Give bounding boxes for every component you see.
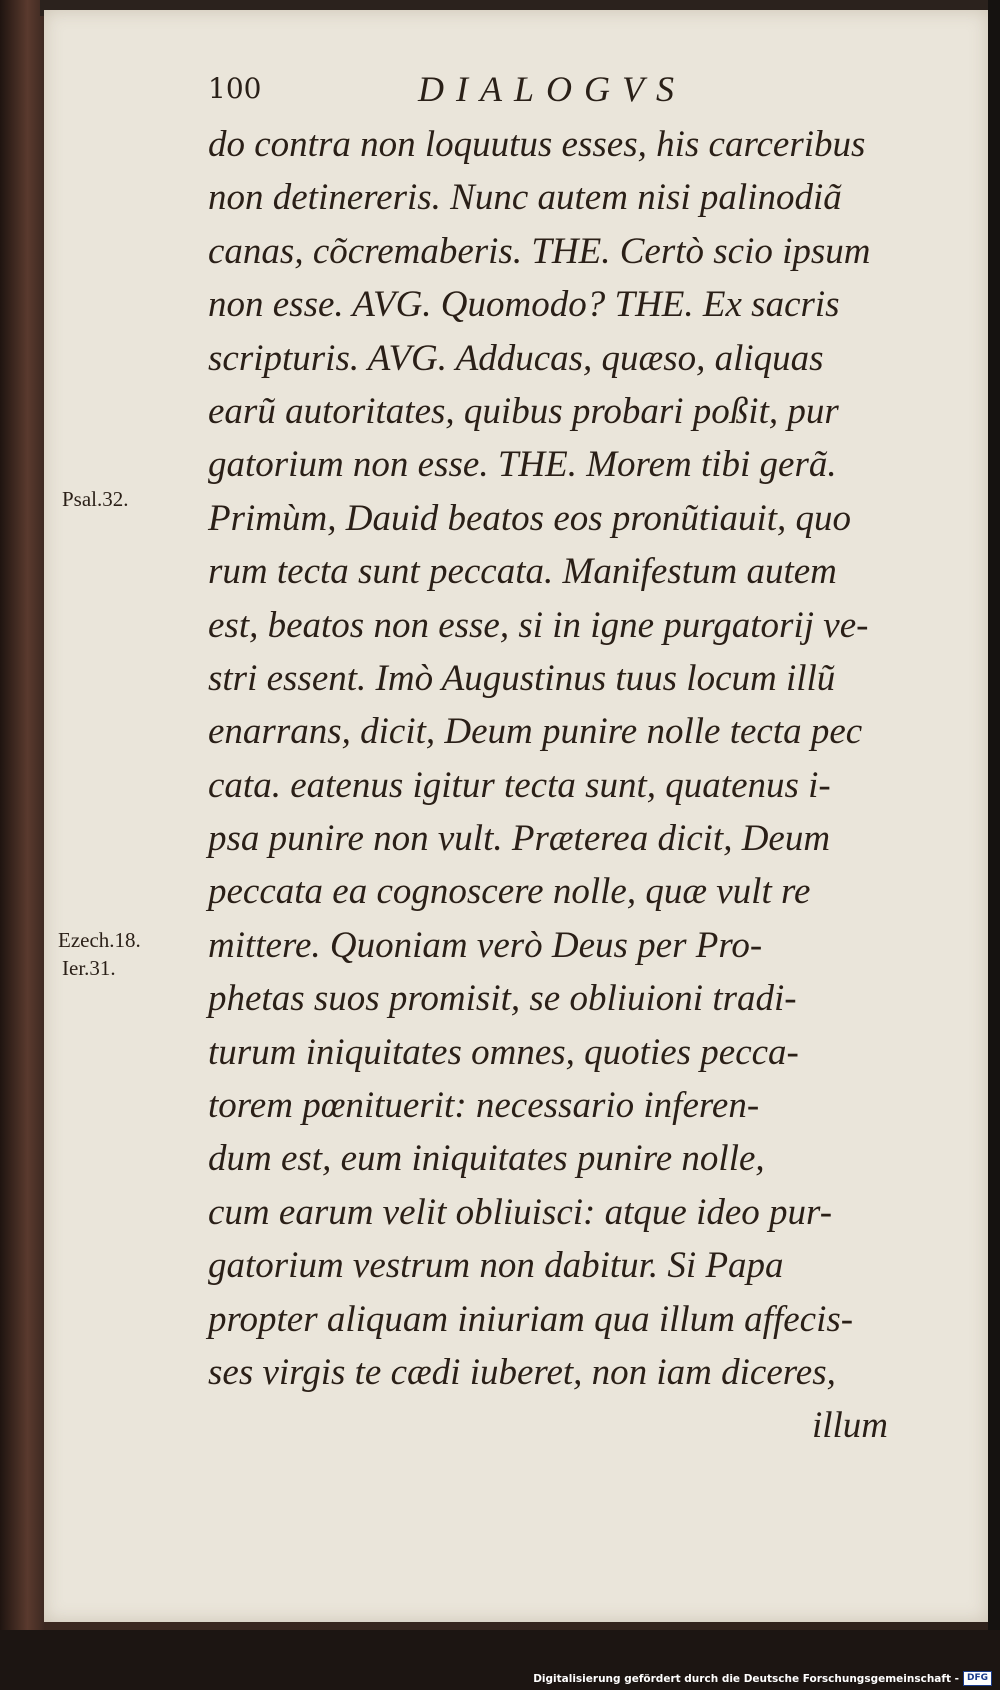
book-right-edge [988,0,1000,1690]
margin-note-psalm: Psal.32. [62,487,129,511]
text-line: do contra non loquutus esses, his carceribus [208,124,866,165]
text-line: phetas suos promisit, se obliuioni tradi- [208,978,797,1020]
text-line: scripturis. AVG. Adducas, quæso, aliquas [208,337,824,379]
credit-text: Digitalisierung gefördert durch die Deutsche Forschungsgemeinschaft - [533,1672,959,1685]
text-line: peccata ea cognoscere nolle, quæ vult re [208,871,811,913]
margin-note-ieremias: Ier.31. [62,956,116,980]
text-line: rum tecta sunt peccata. Manifestum autem [208,551,837,593]
text-line: mittere. Quoniam verò Deus per Pro- [208,924,763,966]
catchword: illum [811,1405,888,1447]
text-line: gatorium non esse. THE. Morem tibi gerã. [208,444,837,486]
text-line: propter aliquam iniuriam qua illum affecis- [208,1298,854,1340]
text-line: cum earum velit obliuisci: atque ideo pur- [208,1191,833,1233]
running-head [208,69,748,112]
text-line: psa punire non vult. Præterea dicit, Deum [208,818,831,860]
text-line: gatorium vestrum non dabitur. Si Papa [208,1245,784,1287]
text-line: Primùm, Dauid beatos eos pronũtiauit, quo [208,497,852,539]
text-line: dum est, eum iniquitates punire nolle, [208,1138,765,1180]
margin-note-ezechiel: Ezech.18. [58,928,141,952]
body-text [208,118,948,1453]
text-line: ses virgis te cædi iuberet, non iam diceres, [208,1351,836,1393]
running-title: DIALOGVS [418,69,686,109]
text-line: non esse. AVG. Quomodo? THE. Ex sacris [208,284,840,326]
book-binding-edge [0,0,46,1690]
text-line: earũ autoritates, quibus probari poßit, pur [208,390,839,432]
text-line: cata. eatenus igitur tecta sunt, quatenus i- [208,764,831,806]
text-line: canas, cõcremaberis. THE. Certò scio ipsum [208,230,871,272]
page-number: 100 [208,72,262,105]
text-line: non detinereris. Nunc autem nisi palinodiã [208,177,842,219]
dfg-logo: DFG [963,1671,992,1686]
text-line: torem pœnituerit: necessario inferen- [208,1085,760,1127]
text-line: stri essent. Imò Augustinus tuus locum illũ [208,657,836,699]
digitization-credit [533,1671,992,1686]
text-line: enarrans, dicit, Deum punire nolle tecta pec [208,711,863,753]
text-line: est, beatos non esse, si in igne purgatorij ve- [208,604,869,646]
text-line: turum iniquitates omnes, quoties pecca- [208,1031,799,1073]
